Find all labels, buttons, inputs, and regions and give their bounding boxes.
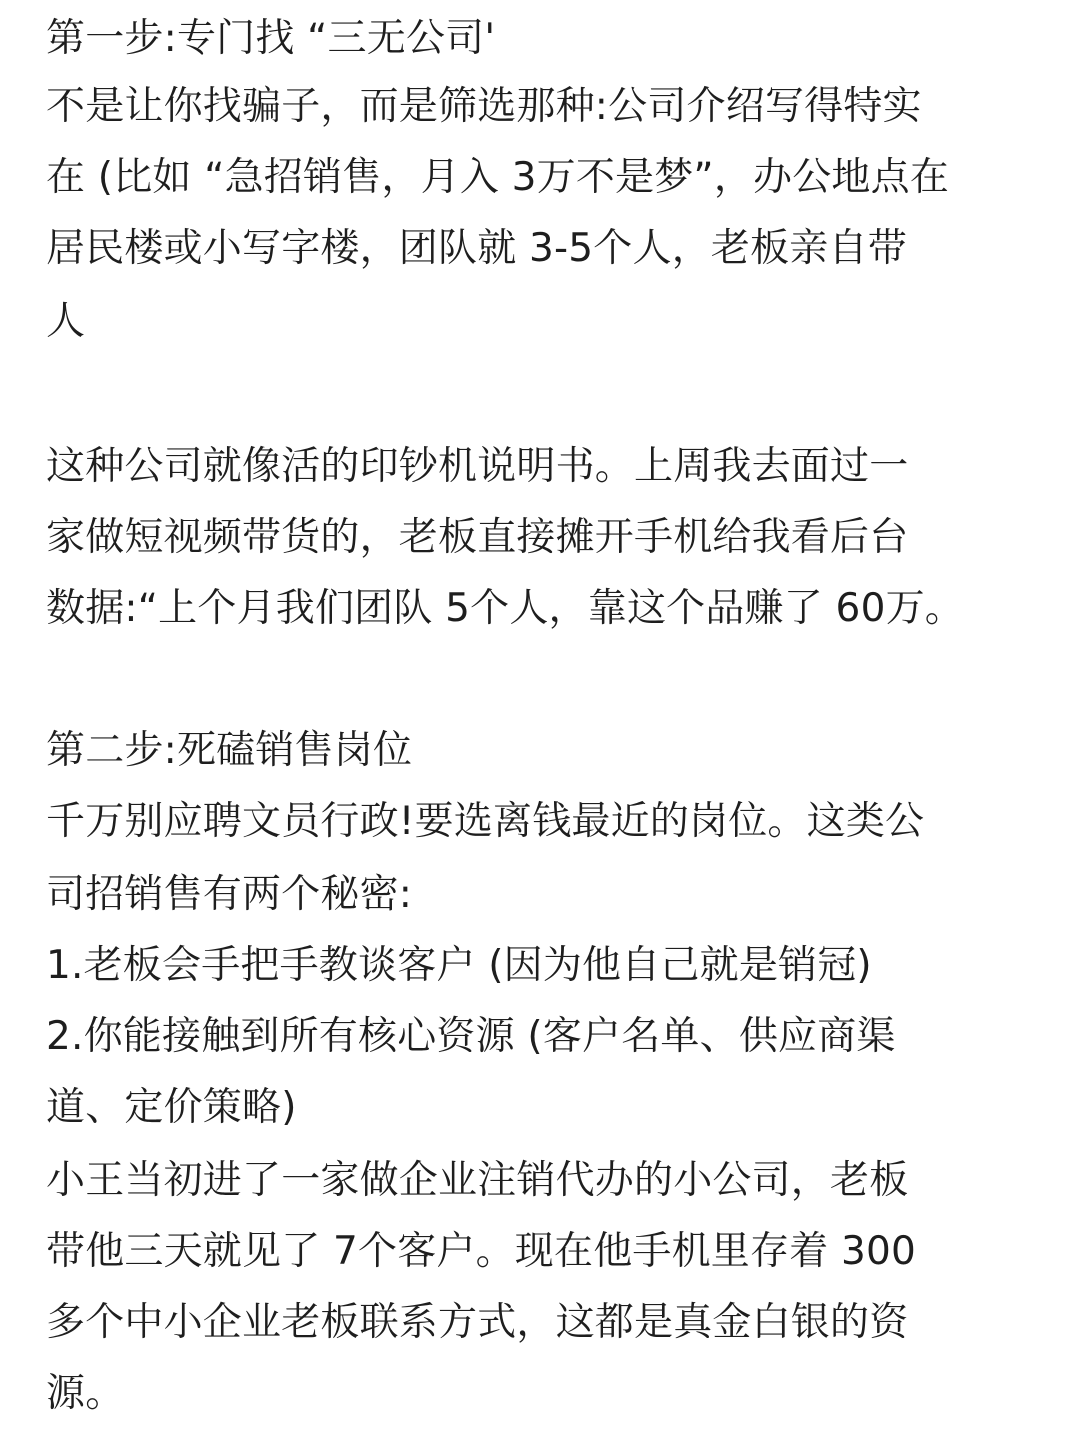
list-item: 1.老板会手把手教谈客户 (因为他自己就是销冠) — [46, 943, 872, 988]
paragraph-line: 司招销售有两个秘密: — [46, 872, 413, 917]
paragraph-line: 源。 — [46, 1371, 125, 1416]
paragraph-line: 在 (比如 “急招销售，月入 3万不是梦”，办公地点在 — [46, 155, 950, 200]
paragraph-line: 多个中小企业老板联系方式，这都是真金白银的资 — [46, 1300, 909, 1345]
paragraph-line: 不是让你找骗子，而是筛选那种:公司介绍写得特实 — [46, 84, 922, 129]
paragraph-line: 这种公司就像活的印钞机说明书。上周我去面过一 — [46, 444, 909, 489]
step-two-heading: 第二步:死磕销售岗位 — [46, 728, 413, 773]
paragraph-line: 人 — [46, 299, 86, 344]
paragraph-line: 家做短视频带货的，老板直接摊开手机给我看后台 — [46, 515, 909, 560]
step-one-heading: 第一步:专门找 “三无公司' — [46, 16, 496, 61]
paragraph-line: 数据:“上个月我们团队 5个人，靠这个品赚了 60万。 — [46, 586, 964, 631]
paragraph-line: 道、定价策略) — [46, 1085, 297, 1130]
paragraph-line: 千万别应聘文员行政!要选离钱最近的岗位。这类公 — [46, 799, 925, 844]
paragraph-line: 带他三天就见了 7个客户。现在他手机里存着 300 — [46, 1229, 917, 1274]
list-item: 2.你能接触到所有核心资源 (客户名单、供应商渠 — [46, 1014, 896, 1059]
paragraph-line: 居民楼或小写字楼，团队就 3-5个人，老板亲自带 — [46, 226, 907, 271]
paragraph-line: 小王当初进了一家做企业注销代办的小公司，老板 — [46, 1158, 909, 1203]
